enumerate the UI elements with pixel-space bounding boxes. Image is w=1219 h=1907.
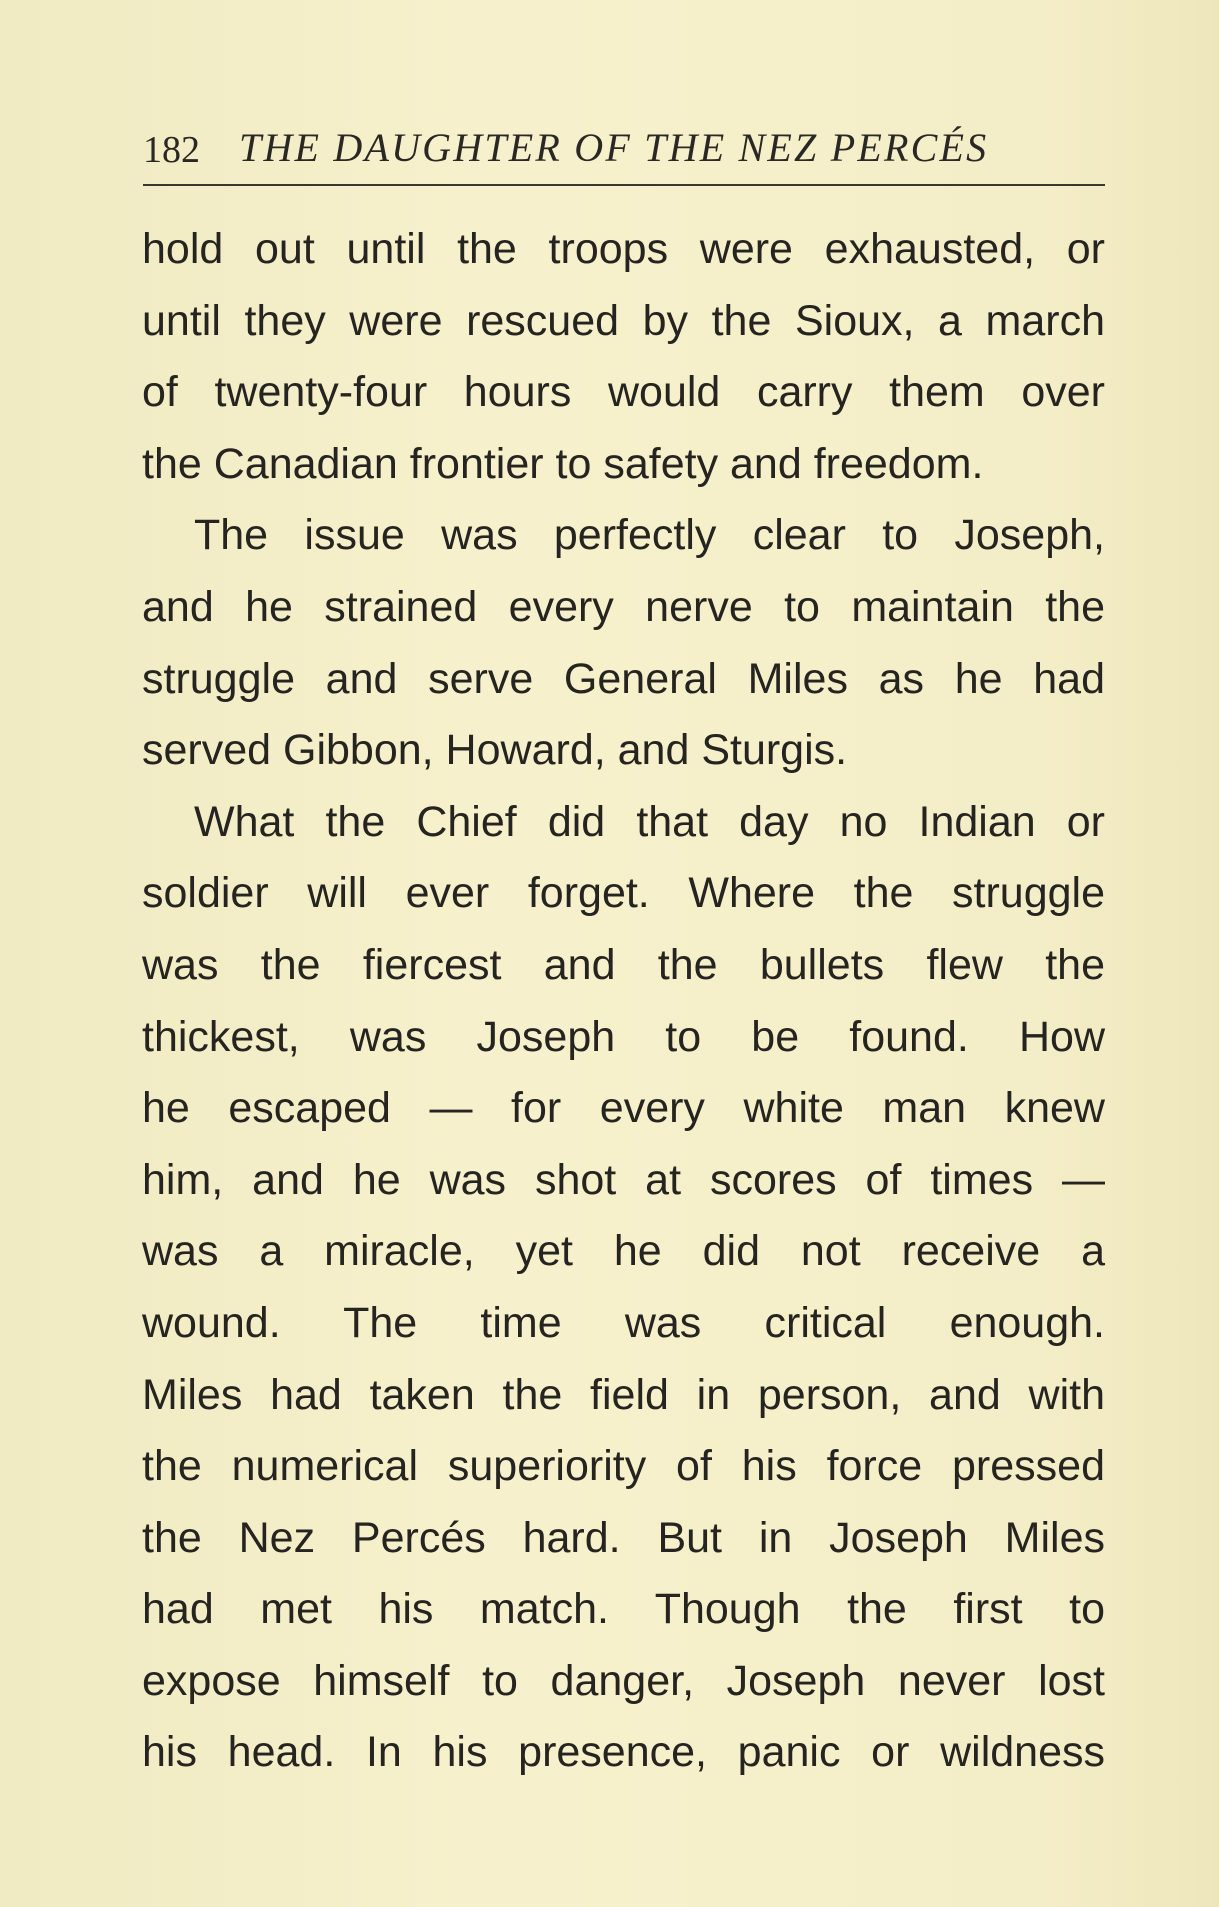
text-line: had met his match. Though the first to	[142, 1585, 1105, 1634]
header-rule	[143, 184, 1105, 186]
text-line: of twenty-four hours would carry them over	[142, 368, 1105, 417]
text-line: he escaped — for every white man knew	[142, 1084, 1105, 1133]
paragraph-start-line: The issue was perfectly clear to Joseph,	[194, 511, 1105, 560]
text-line: the numerical superiority of his force pressed	[142, 1442, 1105, 1491]
text-line: the Canadian frontier to safety and freedom.	[142, 439, 984, 488]
body-text	[142, 214, 1105, 1789]
page-number: 182	[143, 129, 200, 171]
text-line: wound. The time was critical enough.	[142, 1298, 1105, 1347]
text-line: and he strained every nerve to maintain the	[142, 582, 1105, 631]
running-title: THE DAUGHTER OF THE NEZ PERCÉS	[239, 125, 989, 170]
text-line: served Gibbon, Howard, and Sturgis.	[142, 726, 848, 775]
text-line: thickest, was Joseph to be found. How	[142, 1012, 1105, 1061]
text-line: his head. In his presence, panic or wildness	[142, 1728, 1105, 1777]
text-line: expose himself to danger, Joseph never lost	[142, 1656, 1105, 1705]
text-line: the Nez Percés hard. But in Joseph Miles	[142, 1513, 1105, 1562]
text-line: hold out until the troops were exhausted, or	[142, 225, 1105, 273]
text-line: was a miracle, yet he did not receive a	[142, 1227, 1105, 1276]
paragraph-start-line: What the Chief did that day no Indian or	[194, 797, 1105, 846]
text-line: Miles had taken the field in person, and with	[142, 1370, 1105, 1419]
text-line: was the fiercest and the bullets flew the	[142, 940, 1105, 989]
text-line: struggle and serve General Miles as he had	[142, 654, 1105, 703]
text-line: soldier will ever forget. Where the struggle	[142, 869, 1105, 918]
running-head	[143, 118, 1103, 178]
text-line: until they were rescued by the Sioux, a march	[142, 296, 1105, 345]
text-line: him, and he was shot at scores of times —	[142, 1155, 1105, 1204]
